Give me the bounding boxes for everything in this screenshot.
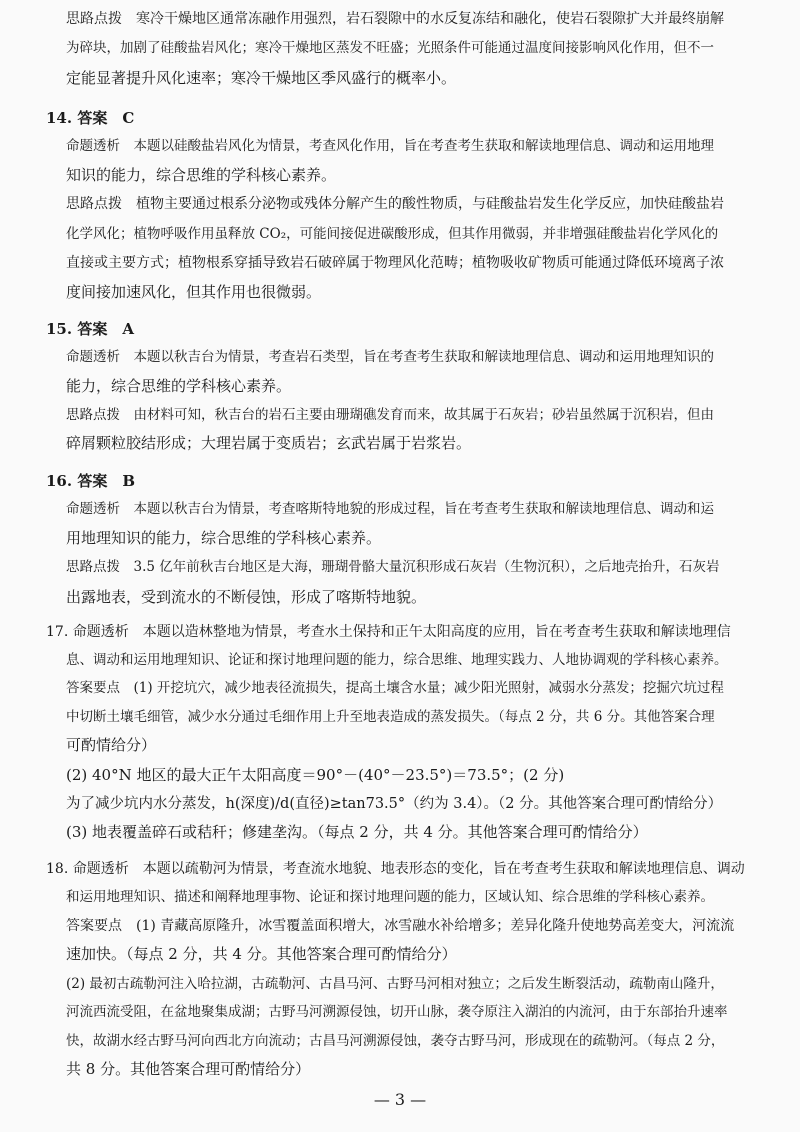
text-line: 速加快。（每点 2 分，共 4 分。其他答案合理可酌情给分） xyxy=(66,945,457,963)
text-line: 化学风化；植物呼吸作用虽释放 CO₂，可能间接促进碳酸形成，但其作用微弱，并非增强硅酸盐岩化学风化的 xyxy=(66,226,719,242)
text-line: 思路点拨 由材料可知，秋吉台的岩石主要由珊瑚礁发育而来，故其属于石灰岩；砂岩虽然属于沉积岩，但由 xyxy=(66,407,714,423)
text-line: 共 8 分。其他答案合理可酌情给分） xyxy=(66,1060,311,1078)
text-line: 河流西流受阻，在盆地聚集成湖；古野马河溯源侵蚀，切开山脉，袭夺原注入湖泊的内流河，由于东部抬升速率 xyxy=(66,1004,728,1020)
text-line: 碎屑颗粒胶结形成；大理岩属于变质岩；玄武岩属于岩浆岩。 xyxy=(66,434,472,452)
text-line: 能力，综合思维的学科核心素养。 xyxy=(66,377,292,395)
text-line: 命题透析 本题以硅酸盐岩风化为情景，考查风化作用，旨在考查考生获取和解读地理信息、调动和运用地理 xyxy=(66,138,714,154)
page-number: — 3 — xyxy=(373,1090,427,1109)
text-line: (2) 最初古疏勒河注入哈拉湖，古疏勒河、古昌马河、古野马河相对独立；之后发生断裂活动，疏勒南山隆升， xyxy=(66,976,724,992)
text-line: (3) 地表覆盖碎石或秸秆；修建垄沟。（每点 2 分，共 4 分。其他答案合理可酌情给分） xyxy=(66,823,648,841)
text-line: 直接或主要方式；植物根系穿插导致岩石破碎属于物理风化范畴；植物吸收矿物质可能通过降低环境离子浓 xyxy=(66,255,724,271)
text-line: 思路点拨 植物主要通过根系分泌物或残体分解产生的酸性物质，与硅酸盐岩发生化学反应，加快硅酸盐岩 xyxy=(66,196,724,212)
text-line: 为碎块，加剧了硅酸盐岩风化；寒冷干燥地区蒸发不旺盛；光照条件可能通过温度间接影响风化作用，但不一 xyxy=(66,40,714,56)
text-line: 命题透析 本题以秋吉台为情景，考查岩石类型，旨在考查考生获取和解读地理信息、调动和运用地理知识的 xyxy=(66,349,714,365)
text-line: 定能显著提升风化速率；寒冷干燥地区季风盛行的概率小。 xyxy=(66,69,457,87)
text-line: 命题透析 本题以秋吉台为情景，考查喀斯特地貌的形成过程，旨在考查考生获取和解读地理信息、调动和运 xyxy=(66,501,714,517)
text-line: 思路点拨 寒冷干燥地区通常冻融作用强烈，岩石裂隙中的水反复冻结和融化，使岩石裂隙扩大并最终崩解 xyxy=(66,11,724,27)
text-line: 18. 命题透析 本题以疏勒河为情景，考查流水地貌、地表形态的变化，旨在考查考生获取和解读地理信息、调动 xyxy=(46,861,745,877)
text-line: 出露地表，受到流水的不断侵蚀，形成了喀斯特地貌。 xyxy=(66,588,427,606)
text-line: 知识的能力，综合思维的学科核心素养。 xyxy=(66,166,337,184)
text-line: 息、调动和运用地理知识、论证和探讨地理问题的能力，综合思维、地理实践力、人地协调观的学科核心素养。 xyxy=(66,652,728,668)
text-line: 为了减少坑内水分蒸发，h(深度)/d(直径)≥tan73.5°（约为 3.4）。（2 分。其他答案合理可酌情给分） xyxy=(66,796,723,812)
text-line: 快，故湖水经古野马河向西北方向流动；古昌马河溯源侵蚀，袭夺古野马河，形成现在的疏勒河。（每点 2 分， xyxy=(66,1033,725,1049)
text-line: 度间接加速风化，但其作用也很微弱。 xyxy=(66,283,322,301)
text-line: 思路点拨 3.5 亿年前秋吉台地区是大海，珊瑚骨骼大量沉积形成石灰岩（生物沉积），之后地壳抬升，石灰岩 xyxy=(66,559,720,575)
text-line: 15. 答案 A xyxy=(46,320,134,338)
text-line: 14. 答案 C xyxy=(46,109,135,127)
text-line: 可酌情给分） xyxy=(66,736,157,754)
text-line: 16. 答案 B xyxy=(46,472,135,490)
text-line: 答案要点 (1) 开挖坑穴，减少地表径流损失，提高土壤含水量；减少阳光照射，减弱水分蒸发；挖掘穴坑过程 xyxy=(66,680,724,696)
text-line: 17. 命题透析 本题以造林整地为情景，考查水土保持和正午太阳高度的应用，旨在考查考生获取和解读地理信 xyxy=(46,624,731,640)
text-line: 用地理知识的能力，综合思维的学科核心素养。 xyxy=(66,529,382,547)
text-line: 答案要点 (1) 青藏高原隆升，冰雪覆盖面积增大，冰雪融水补给增多；差异化隆升使地势高差变大，河流流 xyxy=(66,918,735,934)
text-line: 和运用地理知识、描述和阐释地理事物、论证和探讨地理问题的能力，区域认知、综合思维的学科核心素养。 xyxy=(66,889,714,905)
text-line: (2) 40°N 地区的最大正午太阳高度＝90°－(40°－23.5°)＝73.5°；(2 分) xyxy=(66,766,565,784)
text-line: 中切断土壤毛细管，减少水分通过毛细作用上升至地表造成的蒸发损失。（每点 2 分，共 6 分。其他答案合理 xyxy=(66,709,715,725)
